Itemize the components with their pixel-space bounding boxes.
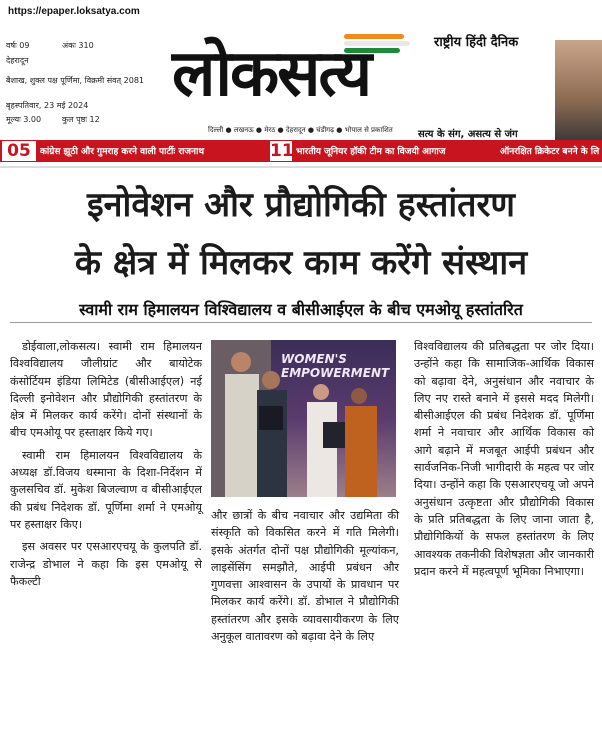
- ticker-item[interactable]: ऑनरक्षित क्रिकेटर बनने के लि: [500, 147, 600, 157]
- issue-pages: कुल पृष्ठः 12: [62, 115, 100, 124]
- masthead-tagline: राष्ट्रीय हिंदी दैनिक: [434, 35, 519, 50]
- article-column-2: [211, 507, 399, 645]
- paragraph: डोईवाला,लोकसत्य। स्वामी राम हिमालयन विश्वविद्यालय जौलीग्रांट और बायोटेक कंसोर्टियम इंडिया लिमिटेड (बीसीआईएल) नई दिल्ली इनोवेशन और प्रौद्योगिकी हस्तांतरण के क्षेत्र में मिलकर कार्य करेंगे। दोनों संस्थानों के बीच एमओयू पर हस्ताक्षर किये गए।: [10, 340, 202, 440]
- section-divider: [0, 166, 602, 168]
- paragraph: स्वामी राम हिमालयन विश्वविद्यालय के अध्यक्ष डॉ.विजय धस्माना के दिशा-निर्देशन में कुलसचिव डॉ. मुकेश बिजल्वाण व बीसीआईएल की प्रबंध निदेशक डॉ. पूर्णिमा शर्मा ने एमओयू पर हस्ताक्षर किए।: [10, 448, 202, 531]
- news-ticker: [0, 140, 602, 162]
- ticker-item[interactable]: कांग्रेस झूठी और गुमराह करने वाली पार्टीः राजनाथ: [40, 147, 205, 157]
- masthead-cities: दिल्ली ● लखनऊ ● मेरठ ● देहरादून ● चंडीगढ़ ● भोपाल से प्रकाशित: [208, 126, 393, 134]
- ticker-item[interactable]: भारतीय जूनियर हॉकी टीम का विजयी आगाज: [296, 147, 446, 157]
- masthead-slogan: सत्य के संग, असत्य से जंग: [418, 129, 518, 140]
- subheadline: स्वामी राम हिमालयन विश्विद्यालय व बीसीआईएल के बीच एमओयू हस्तांतरित: [79, 300, 523, 319]
- paragraph: इस अवसर पर एसआरएचयू के कुलपति डॉ. राजेन्द्र डोभाल ने कहा कि इस एमओयू से फैकल्टी: [10, 540, 202, 588]
- headline-line-1: इनोवेशन और प्रौद्योगिकी हस्तांतरण: [86, 185, 516, 225]
- hindu-date: बैशाख, शुक्ल पक्ष पूर्णिमा, विक्रमी संवत् 2081: [6, 76, 145, 85]
- issue-number: अंकः 310: [62, 41, 94, 50]
- masthead: [172, 18, 522, 136]
- subheadline-rule: [10, 322, 592, 323]
- photo-banner-text: WOMEN'S EMPOWERMENT: [281, 352, 390, 380]
- page-url[interactable]: https://epaper.loksatya.com: [8, 6, 140, 17]
- masthead-photo: [555, 40, 602, 140]
- headline-line-2: के क्षेत्र में मिलकर काम करेंगे संस्थान: [74, 243, 528, 283]
- issue-year: वर्षः 09: [6, 41, 30, 50]
- paragraph: विश्वविद्यालय की प्रतिबद्धता पर जोर दिया। उन्होंने कहा कि सामाजिक-आर्थिक विकास को बढ़ावा देने, अनुसंधान और नवाचार के लिए नए रास्ते बनाने में इससे मदद मिलेगी।बीसीआईएल की प्रबंध निदेशक डॉ. पूर्णिमा शर्मा ने नवाचार और आर्थिक विकास को आगे बढ़ाने में मजबूत आईपी प्रबंधन और सार्वजनिक-निजी भागीदारी के महत्व पर जोर दिया। उन्होंने कहा कि एसआरएचयू जो अपने अनुसंधान उत्कृष्टता और प्रौद्योगिकी विकास के प्रति प्रतिबद्धता के लिए जाना जाता है, प्रौद्योगिकियों के सफल हस्तांतरण के लिए आवश्यक तकनीकी विशेषज्ञता और जानकारी प्रदान करने में महत्वपूर्ण भूमिका निभाएगा।: [414, 340, 594, 578]
- article-photo: [211, 340, 396, 497]
- issue-date: बृहस्पतिवार, 23 मई 2024: [6, 101, 89, 110]
- issue-price: मूल्यः 3.00: [6, 115, 42, 124]
- ticker-page-number[interactable]: 05: [2, 141, 36, 161]
- ticker-page-number[interactable]: 11: [270, 141, 294, 161]
- article-column-3: [414, 338, 594, 580]
- masthead-title: लोकसत्य: [172, 37, 371, 111]
- people-illustration: [211, 340, 396, 497]
- article-column-1: [10, 338, 202, 590]
- issue-city: देहरादून: [6, 56, 29, 65]
- paragraph: और छात्रों के बीच नवाचार और उद्यमिता की संस्कृति को विकसित करने में गति मिलेगी। इसके अंतर्गत दोनों पक्ष प्रौद्योगिकी मूल्यांकन, लाइसेंसिंग समझौते, आईपी प्रबंधन और गुणवत्ता आश्वासन के उपायों के प्रावधान पर मिलकर कार्य करेंगे। डॉ. डोभाल ने प्रौद्योगिकी हस्तांतरण और इसके व्यावसायीकरण के लिए अनुकूल वातावरण को बढ़ावा देने के लिए: [211, 509, 399, 644]
